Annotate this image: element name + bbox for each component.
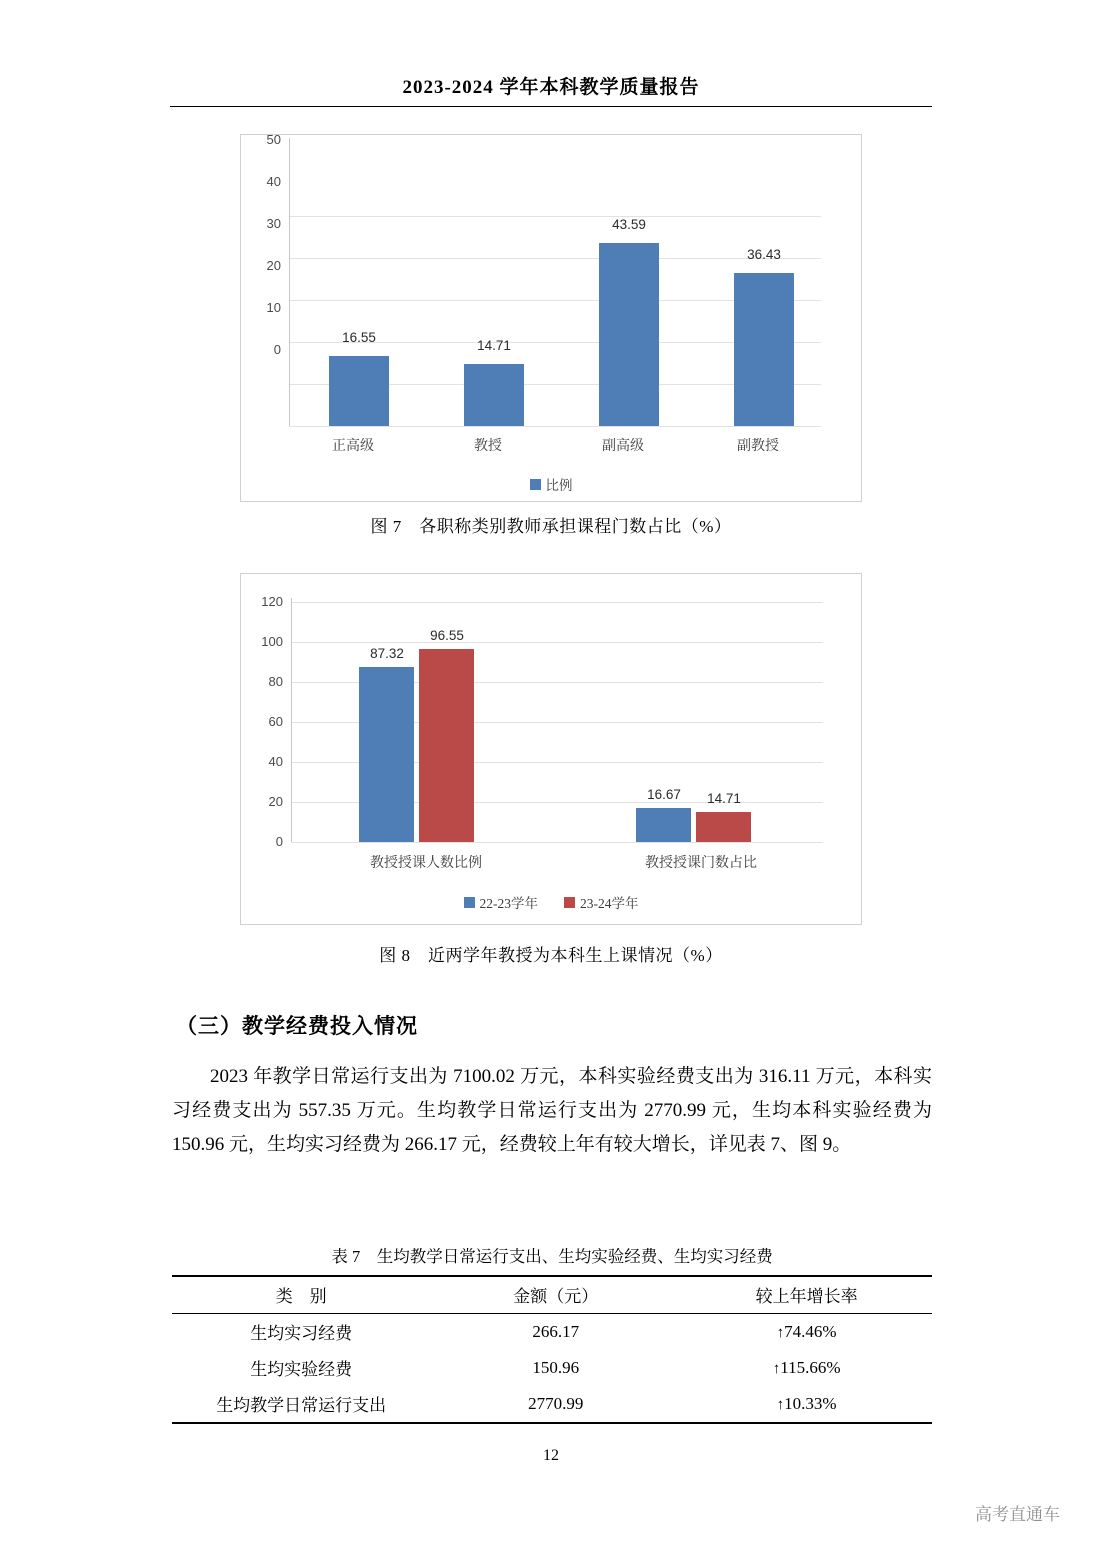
bar-教授授课门数占比-23-24 — [696, 812, 751, 842]
section-heading: （三）教学经费投入情况 — [176, 1014, 418, 1038]
table-row — [172, 1314, 932, 1351]
y-tick-label: 100 — [261, 634, 283, 649]
bar-value-label: 43.59 — [612, 217, 646, 232]
table-header — [172, 1276, 932, 1314]
figure-7-chart — [240, 134, 862, 502]
legend-label: 比例 — [545, 478, 573, 493]
cell-amount: 150.96 — [532, 1357, 580, 1377]
bar-教授授课人数比例-22-23 — [359, 667, 414, 842]
legend-label: 22-23学年 — [479, 896, 538, 911]
cell-growth-value: 10.33% — [784, 1393, 837, 1413]
chart-legend — [241, 474, 861, 494]
bar-副高级 — [599, 243, 659, 426]
figure-8-chart — [240, 573, 862, 925]
bar-教授 — [464, 364, 524, 426]
table-header-row — [172, 1276, 932, 1314]
x-category-label: 教授授课门数占比 — [645, 856, 757, 871]
cell-category: 生均实习经费 — [250, 1324, 353, 1343]
legend-swatch-icon — [564, 897, 575, 908]
bar-正高级 — [329, 356, 389, 426]
page-header: 2023-2024 学年本科教学质量报告 — [170, 72, 932, 107]
column-header-category: 类 别 — [275, 1287, 327, 1306]
bar-value-label: 36.43 — [747, 247, 781, 262]
table-row — [172, 1350, 932, 1386]
y-tick-label: 60 — [268, 714, 283, 729]
bar-value-label: 96.55 — [430, 628, 464, 643]
bars-group — [289, 138, 821, 426]
y-tick-label: 30 — [266, 216, 281, 231]
y-tick-label: 20 — [266, 258, 281, 273]
legend-swatch-icon — [464, 897, 475, 908]
bar-教授授课人数比例-23-24 — [419, 649, 474, 842]
arrow-up-icon: ↑ — [776, 1396, 785, 1413]
x-category-label: 副教授 — [737, 439, 779, 454]
cell-growth-value: 74.46% — [784, 1321, 837, 1341]
figure-8-caption: 图 8 近两学年教授为本科生上课情况（%） — [379, 946, 723, 965]
y-tick-label: 40 — [266, 174, 281, 189]
bar-value-label: 16.67 — [647, 787, 681, 802]
cell-amount: 2770.99 — [528, 1393, 584, 1413]
y-tick-label: 0 — [273, 342, 281, 357]
chart-legend — [241, 892, 861, 912]
table-7-title: 表 7 生均教学日常运行支出、生均实验经费、生均实习经费 — [331, 1247, 773, 1266]
x-category-label: 教授 — [474, 439, 502, 454]
chart-plot-area-7 — [241, 132, 861, 501]
figure-7-caption: 图 7 各职称类别教师承担课程门数占比（%） — [370, 517, 732, 536]
page-number: 12 — [543, 1447, 559, 1464]
bar-教授授课门数占比-22-23 — [636, 808, 691, 842]
x-category-label: 正高级 — [332, 439, 374, 454]
cell-category: 生均实验经费 — [250, 1360, 353, 1379]
y-tick-label: 40 — [268, 754, 283, 769]
axis-baseline — [291, 842, 823, 843]
cell-growth — [681, 1386, 932, 1423]
legend-swatch-icon — [530, 479, 541, 490]
cell-growth — [681, 1314, 932, 1351]
legend-item — [564, 892, 639, 912]
table-row — [172, 1386, 932, 1423]
y-tick-label: 80 — [268, 674, 283, 689]
bars-group — [291, 598, 823, 842]
table-7 — [172, 1275, 932, 1424]
column-header-growth: 较上年增长率 — [755, 1287, 858, 1306]
y-tick-label: 0 — [275, 834, 283, 849]
legend-item — [464, 892, 539, 912]
bar-副教授 — [734, 273, 794, 426]
y-tick-label: 120 — [261, 594, 283, 609]
column-header-amount: 金额（元） — [513, 1287, 599, 1306]
table-body — [172, 1314, 932, 1424]
cell-category: 生均教学日常运行支出 — [216, 1396, 387, 1415]
y-tick-label: 20 — [268, 794, 283, 809]
bar-value-label: 14.71 — [477, 338, 511, 353]
body-paragraph: 2023 年教学日常运行支出为 7100.02 万元，本科实验经费支出为 316.11 万元，本科实习经费支出为 557.35 万元。生均教学日常运行支出为 2770.99 元，生均本科实验经费为 150.96 元，生均实习经费为 266.17 元，经费较上年有较大增长，详见表 7、图 9。 — [172, 1066, 932, 1155]
x-category-label: 副高级 — [602, 439, 644, 454]
arrow-up-icon: ↑ — [772, 1360, 781, 1377]
x-category-label: 教授授课人数比例 — [370, 856, 482, 871]
legend-item — [530, 474, 573, 494]
bar-value-label: 14.71 — [707, 791, 741, 806]
arrow-up-icon: ↑ — [776, 1324, 785, 1341]
bar-value-label: 16.55 — [342, 330, 376, 345]
axis-baseline — [289, 426, 821, 427]
cell-growth — [681, 1350, 932, 1386]
bar-value-label: 87.32 — [370, 646, 404, 661]
cell-growth-value: 115.66% — [780, 1357, 841, 1377]
y-tick-label: 50 — [266, 132, 281, 147]
chart-plot-area-8 — [241, 574, 861, 924]
legend-label: 23-24学年 — [580, 896, 639, 911]
watermark: 高考直通车 — [975, 1505, 1060, 1525]
cell-amount: 266.17 — [532, 1321, 580, 1341]
y-tick-label: 10 — [266, 300, 281, 315]
